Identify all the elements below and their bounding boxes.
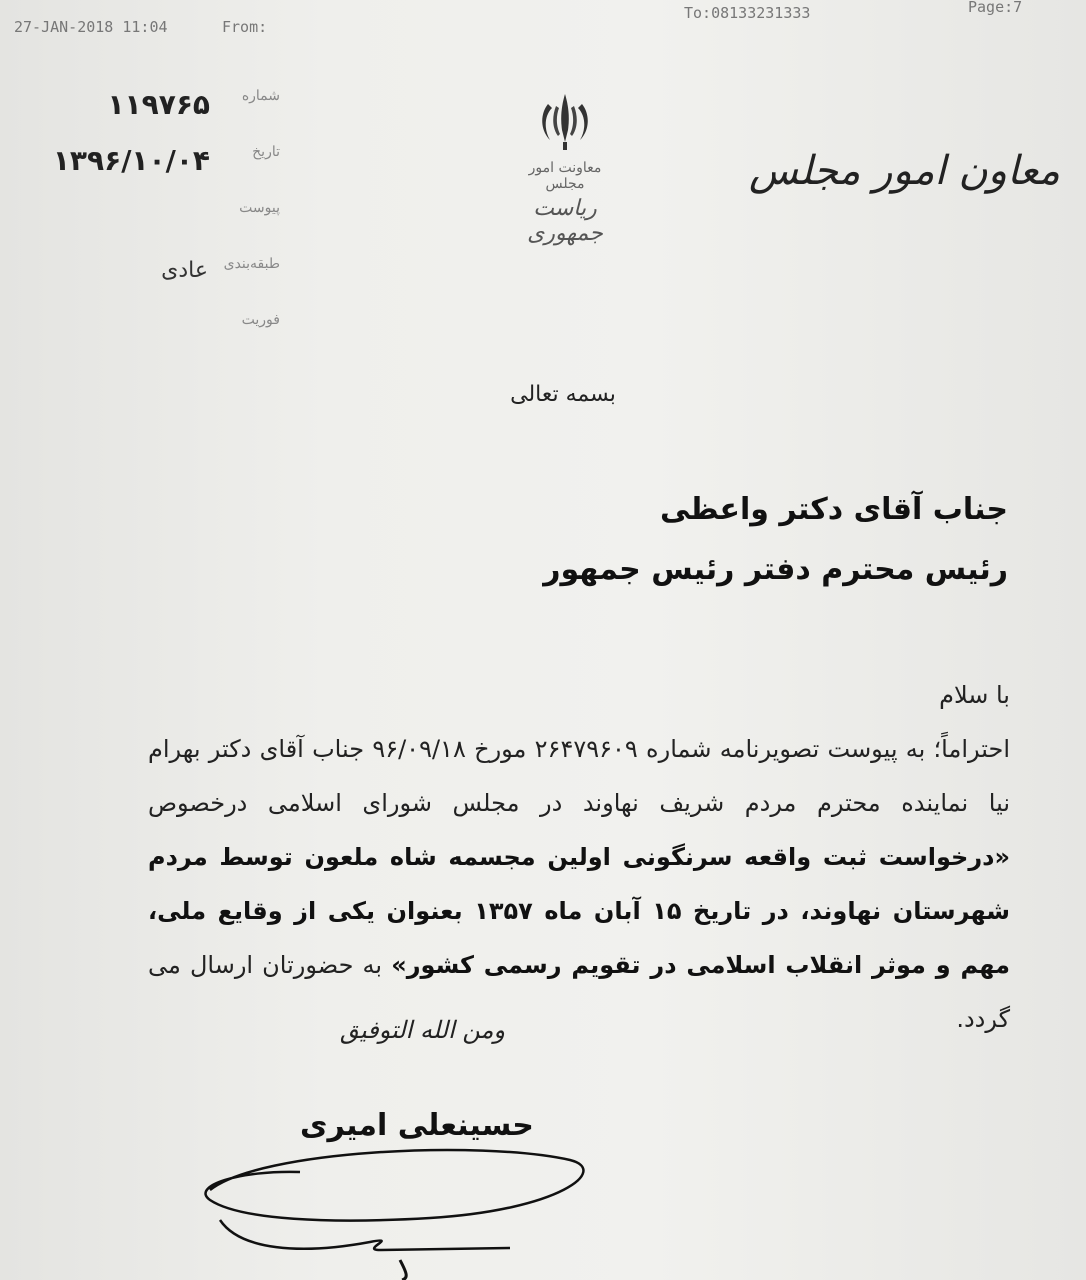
meta-attachment-label: پیوست [239, 200, 280, 216]
greeting: با سلام [939, 681, 1010, 709]
meta-date-row [52, 144, 300, 200]
fax-page: Page:7 [968, 0, 1023, 16]
office-title: معاون امور مجلس [748, 148, 1060, 194]
meta-priority-label: فوریت [241, 312, 280, 328]
invocation: بسمه تعالی [510, 382, 616, 407]
closing: ومن الله التوفیق [340, 1016, 506, 1044]
org-line2: ریاست جمهوری [527, 196, 603, 246]
meta-number-row [60, 88, 300, 144]
fax-header [0, 0, 1086, 40]
emblem-icon [534, 90, 596, 154]
meta-classification-label: طبقه‌بندی [223, 256, 280, 272]
body-part2: به حضورتان ارسال می گردد. [148, 951, 1010, 1033]
meta-priority-row [60, 312, 300, 368]
letter-number: ۱۱۹۷۶۵ [107, 88, 210, 121]
body-request: «درخواست ثبت واقعه سرنگونی اولین مجسمه شاه ملعون توسط مردم شهرستان نهاوند، در تاریخ ۱۵ آبان ماه ۱۳۵۷ بعنوان یکی از وقایع ملی، مهم و موثر انقلاب اسلامی در تقویم رسمی کشور» [148, 843, 1011, 979]
body-part1: احتراماً؛ به پیوست تصویرنامه شماره ۲۶۴۷۹۶۰۹ مورخ ۹۶/۰۹/۱۸ جناب آقای دکتر بهرام نیا نماینده محترم مردم شریف نهاوند در مجلس شورای اسلامی درخصوص [148, 735, 1010, 817]
letter-date: ۱۳۹۶/۱۰/۰۴ [52, 144, 210, 177]
letter-meta [52, 88, 300, 368]
fax-to: To:08133231333 [684, 4, 811, 22]
meta-attachment-row [60, 200, 300, 256]
org-line1: معاونت امور مجلس [528, 160, 602, 192]
signature [180, 1130, 600, 1280]
meta-classification-row [60, 256, 300, 312]
meta-date-label: تاریخ [252, 144, 280, 160]
letter-classification: عادی [161, 258, 208, 283]
fax-from: From: [222, 18, 268, 36]
letter-body [148, 668, 1010, 1046]
fax-date: 27-JAN-2018 11:04 [14, 18, 168, 36]
addressee-title: رئیس محترم دفتر رئیس جمهور [543, 552, 1008, 587]
signer-name: حسینعلی امیری [300, 1108, 534, 1143]
emblem [520, 90, 610, 250]
addressee-name: جناب آقای دکتر واعظی [659, 492, 1008, 527]
meta-number-label: شماره [241, 88, 280, 104]
